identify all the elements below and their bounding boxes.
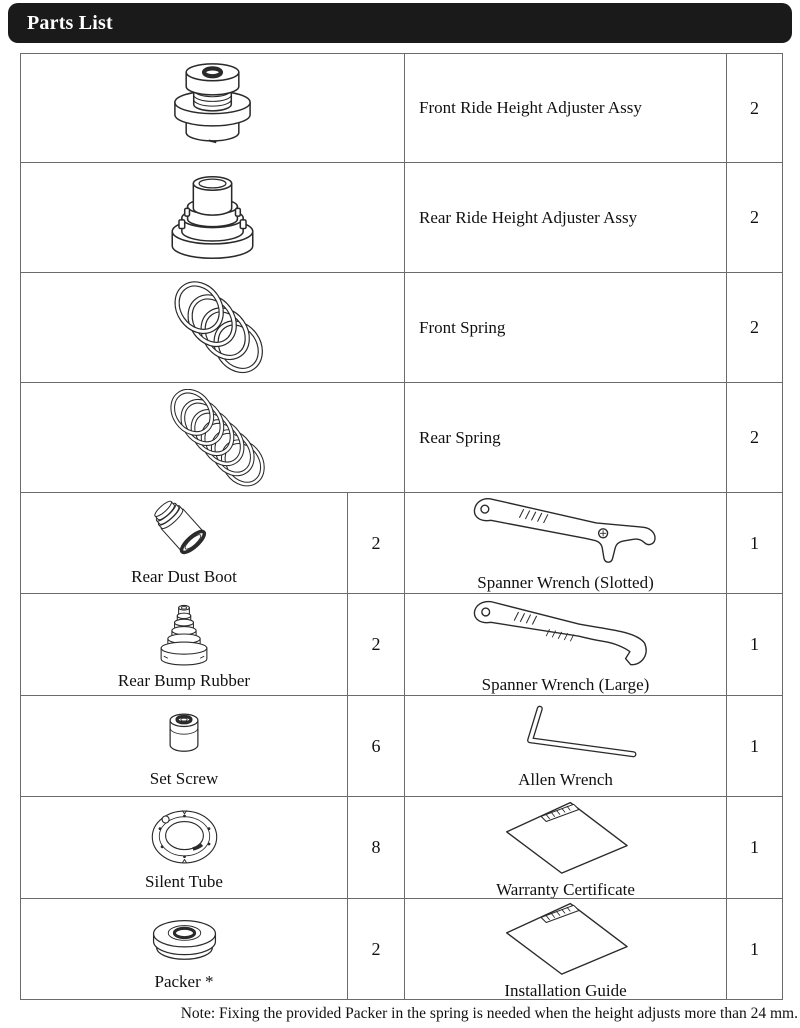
allen-wrench-cell bbox=[405, 696, 727, 797]
part-name: Rear Spring bbox=[405, 383, 727, 493]
part-qty: 2 bbox=[727, 273, 782, 383]
set-screw-icon bbox=[153, 708, 215, 762]
part-qty: 1 bbox=[727, 493, 782, 594]
warranty-certificate-cell bbox=[405, 797, 727, 899]
rear-spring-image-cell bbox=[21, 383, 405, 493]
part-label: Rear Bump Rubber bbox=[117, 670, 251, 690]
silent-tube-icon bbox=[139, 802, 230, 872]
part-name: Front Spring bbox=[405, 273, 727, 383]
front-ride-height-adjuster-image-cell bbox=[21, 54, 405, 163]
part-label: Spanner Wrench (Large) bbox=[481, 674, 650, 694]
part-label: Allen Wrench bbox=[518, 770, 613, 789]
part-label: Installation Guide bbox=[504, 981, 627, 999]
parts-table bbox=[20, 53, 783, 1000]
rear-bump-rubber-icon bbox=[143, 597, 225, 671]
parts-list-header bbox=[8, 3, 792, 43]
part-qty: 2 bbox=[727, 163, 782, 273]
part-label: Warranty Certificate bbox=[496, 879, 635, 899]
part-qty: 1 bbox=[727, 696, 782, 797]
set-screw-cell bbox=[21, 696, 348, 797]
spanner-wrench-slotted-icon bbox=[466, 493, 666, 573]
rear-spring-icon bbox=[158, 389, 267, 487]
front-ride-height-adjuster-icon bbox=[156, 61, 269, 155]
silent-tube-cell bbox=[21, 797, 348, 899]
packer-icon bbox=[138, 909, 231, 967]
part-qty: 2 bbox=[348, 899, 405, 999]
part-qty: 2 bbox=[727, 54, 782, 163]
rear-bump-rubber-cell bbox=[21, 594, 348, 696]
part-label: Silent Tube bbox=[145, 871, 223, 891]
installation-guide-cell bbox=[405, 899, 727, 999]
part-qty: 8 bbox=[348, 797, 405, 899]
part-label: Rear Dust Boot bbox=[131, 567, 237, 586]
rear-dust-boot-icon bbox=[136, 497, 232, 567]
front-spring-image-cell bbox=[21, 273, 405, 383]
part-qty: 2 bbox=[727, 383, 782, 493]
part-qty: 1 bbox=[727, 594, 782, 696]
part-qty: 2 bbox=[348, 493, 405, 594]
part-name: Rear Ride Height Adjuster Assy bbox=[405, 163, 727, 273]
part-qty: 1 bbox=[727, 899, 782, 999]
part-qty: 1 bbox=[727, 797, 782, 899]
spanner-wrench-large-cell bbox=[405, 594, 727, 696]
allen-wrench-icon bbox=[491, 700, 641, 770]
packer-cell bbox=[21, 899, 348, 999]
spanner-wrench-slotted-cell bbox=[405, 493, 727, 594]
part-qty: 2 bbox=[348, 594, 405, 696]
rear-ride-height-adjuster-image-cell bbox=[21, 163, 405, 273]
front-spring-icon bbox=[160, 280, 266, 376]
rear-dust-boot-cell bbox=[21, 493, 348, 594]
installation-guide-icon bbox=[491, 899, 641, 981]
part-label: Spanner Wrench (Slotted) bbox=[477, 573, 654, 592]
part-name: Front Ride Height Adjuster Assy bbox=[405, 54, 727, 163]
warranty-certificate-icon bbox=[491, 797, 641, 880]
footnote: Note: Fixing the provided Packer in the spring is needed when the height adjusts more than 24 mm. bbox=[180, 1005, 798, 1022]
part-label: Packer * bbox=[154, 972, 214, 991]
part-label: Set Screw bbox=[149, 769, 219, 788]
rear-ride-height-adjuster-icon bbox=[155, 170, 270, 266]
page-title: Parts List bbox=[27, 11, 113, 34]
part-qty: 6 bbox=[348, 696, 405, 797]
spanner-wrench-large-icon bbox=[466, 594, 666, 675]
